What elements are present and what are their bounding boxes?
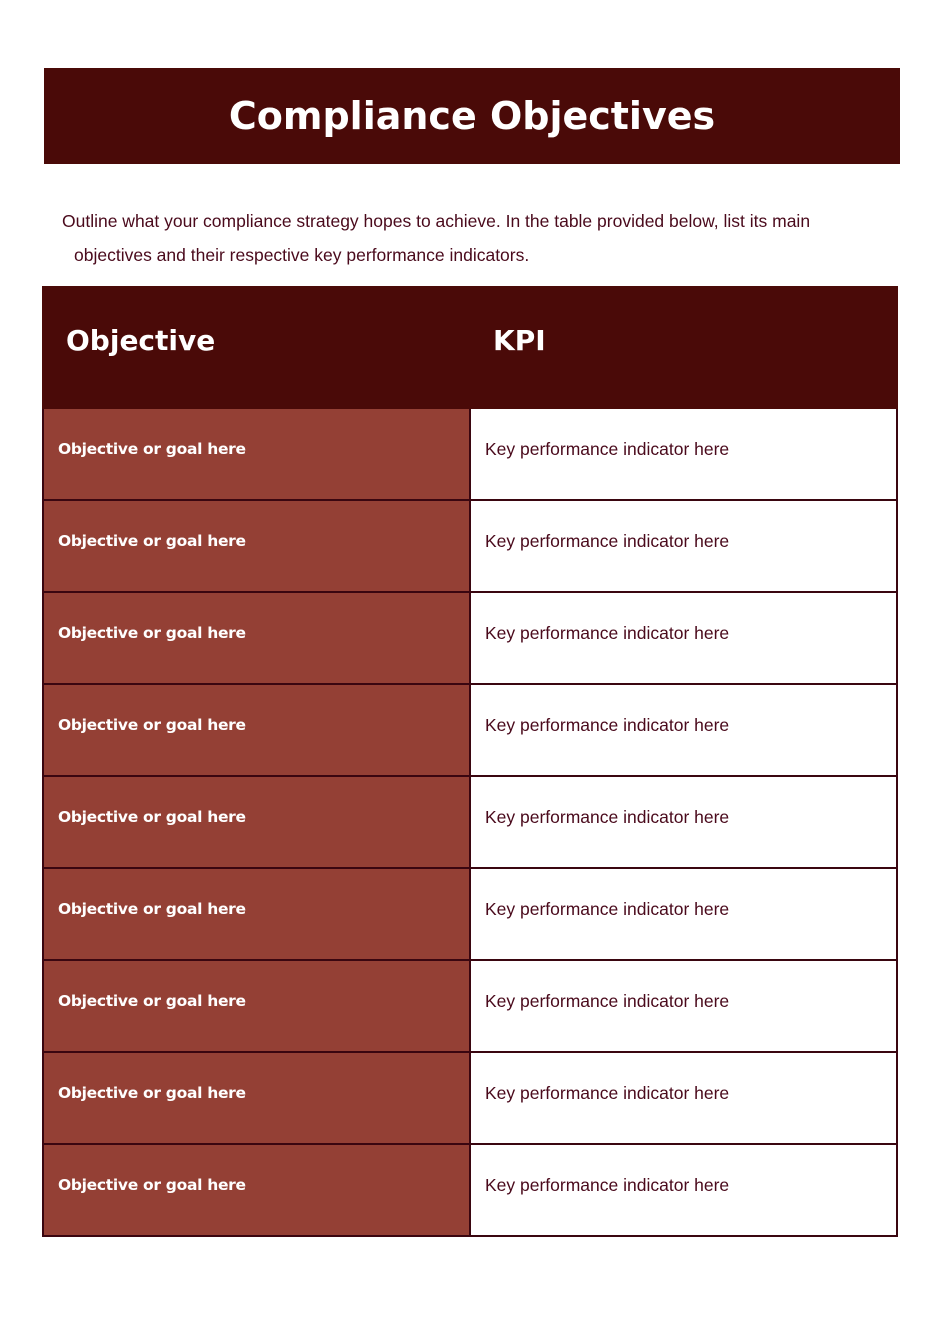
table-row xyxy=(43,960,897,1052)
kpi-cell[interactable]: Key performance indicator here xyxy=(470,408,897,500)
objective-cell[interactable]: Objective or goal here xyxy=(43,684,470,776)
kpi-cell[interactable]: Key performance indicator here xyxy=(470,960,897,1052)
kpi-cell[interactable]: Key performance indicator here xyxy=(470,592,897,684)
table-row xyxy=(43,776,897,868)
objective-cell[interactable]: Objective or goal here xyxy=(43,1144,470,1236)
table-row xyxy=(43,592,897,684)
table-row xyxy=(43,1052,897,1144)
objective-cell[interactable]: Objective or goal here xyxy=(43,960,470,1052)
objective-cell[interactable]: Objective or goal here xyxy=(43,408,470,500)
kpi-cell[interactable]: Key performance indicator here xyxy=(470,1144,897,1236)
table-row xyxy=(43,868,897,960)
kpi-cell[interactable]: Key performance indicator here xyxy=(470,1052,897,1144)
table-row xyxy=(43,684,897,776)
kpi-cell[interactable]: Key performance indicator here xyxy=(470,684,897,776)
kpi-cell[interactable]: Key performance indicator here xyxy=(470,500,897,592)
intro-line-1: Outline what your compliance strategy hopes to achieve. In the table provided below, list its main xyxy=(62,211,811,231)
objective-cell[interactable]: Objective or goal here xyxy=(43,592,470,684)
table-header-row xyxy=(43,287,897,408)
objective-cell[interactable]: Objective or goal here xyxy=(43,868,470,960)
kpi-cell[interactable]: Key performance indicator here xyxy=(470,776,897,868)
objectives-table xyxy=(42,286,898,1237)
objective-cell[interactable]: Objective or goal here xyxy=(43,500,470,592)
page-title: Compliance Objectives xyxy=(228,94,716,138)
objective-cell[interactable]: Objective or goal here xyxy=(43,776,470,868)
title-banner xyxy=(44,68,900,164)
table-row xyxy=(43,1144,897,1236)
header-objective: Objective xyxy=(43,287,470,408)
header-kpi: KPI xyxy=(470,287,897,408)
intro-line-2: objectives and their respective key performance indicators. xyxy=(74,245,530,265)
table-row xyxy=(43,500,897,592)
table-row xyxy=(43,408,897,500)
intro-paragraph xyxy=(62,204,862,272)
kpi-cell[interactable]: Key performance indicator here xyxy=(470,868,897,960)
objective-cell[interactable]: Objective or goal here xyxy=(43,1052,470,1144)
